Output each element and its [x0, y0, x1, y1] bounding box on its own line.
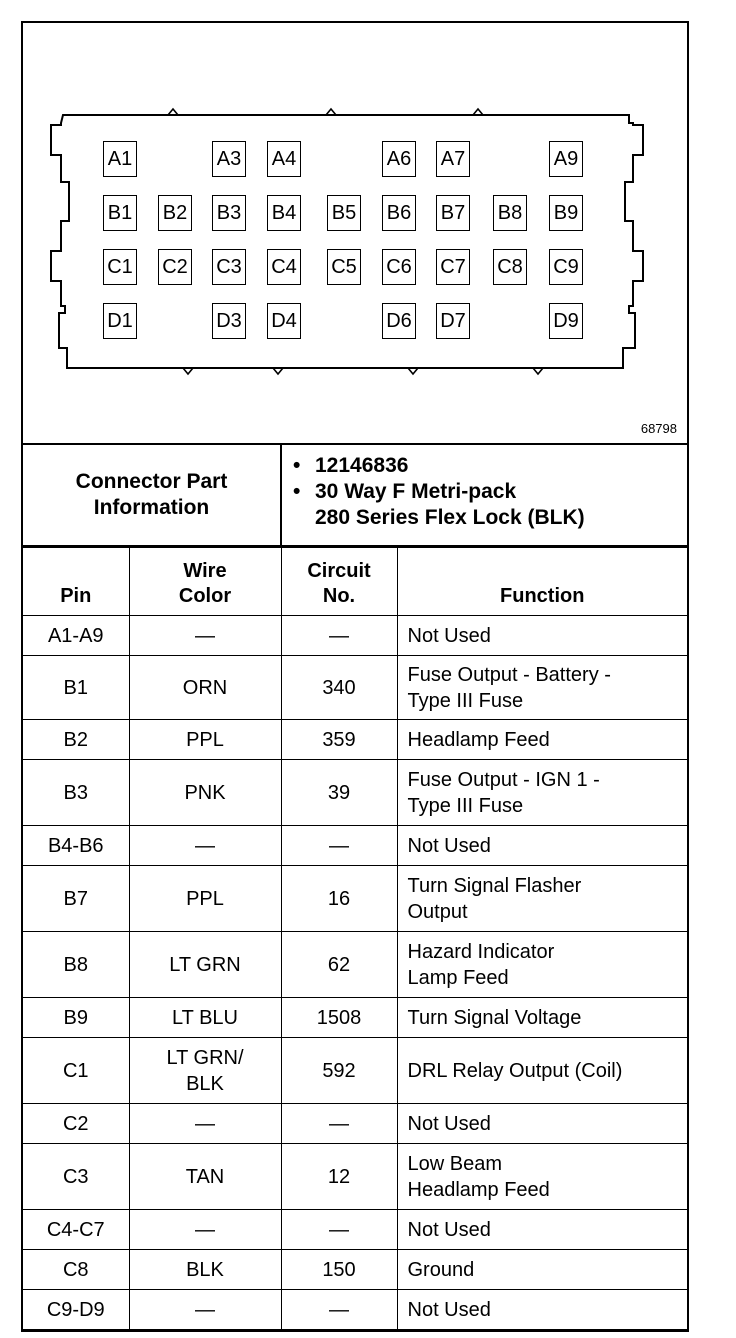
pin-c7: C7: [436, 249, 470, 285]
cell-function: Ground: [397, 1250, 687, 1290]
pin-d6: D6: [382, 303, 416, 339]
cell-circuit-no: 39: [281, 760, 397, 826]
cell-wire-color: ORN: [129, 656, 281, 720]
table-body: [23, 616, 687, 1330]
cell-wire-color: —: [129, 1290, 281, 1330]
connector-sheet: [21, 21, 689, 1332]
cell-circuit-no: —: [281, 826, 397, 866]
cell-circuit-no: 340: [281, 656, 397, 720]
pin-d9: D9: [549, 303, 583, 339]
cell-function: Not Used: [397, 1290, 687, 1330]
cell-function: Not Used: [397, 1210, 687, 1250]
cell-function: Headlamp Feed: [397, 720, 687, 760]
pin-b5: B5: [327, 195, 361, 231]
info-bullets: [293, 453, 585, 531]
connector-outline: [23, 23, 687, 443]
table-row: [23, 998, 687, 1038]
cell-function: Not Used: [397, 616, 687, 656]
cell-circuit-no: 1508: [281, 998, 397, 1038]
cell-circuit-no: 150: [281, 1250, 397, 1290]
cell-function: Not Used: [397, 826, 687, 866]
pin-d1: D1: [103, 303, 137, 339]
cell-pin: B8: [23, 932, 129, 998]
cell-pin: C2: [23, 1104, 129, 1144]
cell-pin: B3: [23, 760, 129, 826]
pin-b9: B9: [549, 195, 583, 231]
pin-a4: A4: [267, 141, 301, 177]
cell-function: Hazard Indicator Lamp Feed: [397, 932, 687, 998]
table-row: [23, 826, 687, 866]
cell-circuit-no: —: [281, 1290, 397, 1330]
pin-b8: B8: [493, 195, 527, 231]
pin-b2: B2: [158, 195, 192, 231]
cell-function: DRL Relay Output (Coil): [397, 1038, 687, 1104]
pin-c6: C6: [382, 249, 416, 285]
cell-pin: B4-B6: [23, 826, 129, 866]
pin-a9: A9: [549, 141, 583, 177]
cell-wire-color: PPL: [129, 720, 281, 760]
table-row: [23, 720, 687, 760]
table-row: [23, 932, 687, 998]
table-row: [23, 616, 687, 656]
header-circuit-no: Circuit No.: [281, 548, 397, 616]
pin-d3: D3: [212, 303, 246, 339]
cell-function: Turn Signal Flasher Output: [397, 866, 687, 932]
cell-pin: C1: [23, 1038, 129, 1104]
pin-d4: D4: [267, 303, 301, 339]
header-row: [23, 548, 687, 616]
cell-pin: B1: [23, 656, 129, 720]
table-row: [23, 1038, 687, 1104]
cell-function: Fuse Output - IGN 1 - Type III Fuse: [397, 760, 687, 826]
cell-wire-color: LT GRN/ BLK: [129, 1038, 281, 1104]
cell-pin: C4-C7: [23, 1210, 129, 1250]
cell-function: Not Used: [397, 1104, 687, 1144]
cell-pin: B7: [23, 866, 129, 932]
info-label-line2: Information: [93, 496, 210, 519]
cell-pin: C3: [23, 1144, 129, 1210]
pin-a1: A1: [103, 141, 137, 177]
description-line1: 30 Way F Metri-pack: [315, 480, 517, 503]
pin-c8: C8: [493, 249, 527, 285]
table-row: [23, 1104, 687, 1144]
cell-circuit-no: 592: [281, 1038, 397, 1104]
cell-pin: B9: [23, 998, 129, 1038]
header-function: Function: [397, 548, 687, 616]
table-row: [23, 656, 687, 720]
pin-a6: A6: [382, 141, 416, 177]
cell-wire-color: —: [129, 1104, 281, 1144]
cell-circuit-no: —: [281, 1104, 397, 1144]
cell-wire-color: PNK: [129, 760, 281, 826]
bullet: •: [293, 480, 301, 503]
table-row: [23, 1210, 687, 1250]
pin-a3: A3: [212, 141, 246, 177]
cell-pin: C9-D9: [23, 1290, 129, 1330]
pin-b7: B7: [436, 195, 470, 231]
pin-c3: C3: [212, 249, 246, 285]
table-row: [23, 1250, 687, 1290]
pin-b4: B4: [267, 195, 301, 231]
table-row: [23, 866, 687, 932]
cell-circuit-no: 16: [281, 866, 397, 932]
cell-wire-color: TAN: [129, 1144, 281, 1210]
pin-c2: C2: [158, 249, 192, 285]
header-wire-color: Wire Color: [129, 548, 281, 616]
description-line2: 280 Series Flex Lock (BLK): [315, 506, 585, 529]
pin-b6: B6: [382, 195, 416, 231]
cell-wire-color: —: [129, 1210, 281, 1250]
table-row: [23, 1290, 687, 1330]
cell-circuit-no: —: [281, 616, 397, 656]
cell-function: Turn Signal Voltage: [397, 998, 687, 1038]
pinout-table: [23, 547, 687, 1330]
table-row: [23, 760, 687, 826]
pin-c1: C1: [103, 249, 137, 285]
figure-number: 68798: [640, 421, 677, 436]
info-label: [23, 445, 282, 545]
pin-d7: D7: [436, 303, 470, 339]
cell-circuit-no: 62: [281, 932, 397, 998]
table-row: [23, 1144, 687, 1210]
cell-circuit-no: —: [281, 1210, 397, 1250]
cell-wire-color: —: [129, 616, 281, 656]
pin-c4: C4: [267, 249, 301, 285]
part-number: 12146836: [315, 454, 409, 477]
bullet: •: [293, 454, 301, 477]
pin-a7: A7: [436, 141, 470, 177]
cell-wire-color: —: [129, 826, 281, 866]
pin-b1: B1: [103, 195, 137, 231]
cell-pin: A1-A9: [23, 616, 129, 656]
cell-wire-color: LT BLU: [129, 998, 281, 1038]
pin-c9: C9: [549, 249, 583, 285]
connector-part-information: [23, 445, 687, 547]
cell-pin: C8: [23, 1250, 129, 1290]
header-pin: Pin: [23, 548, 129, 616]
cell-wire-color: BLK: [129, 1250, 281, 1290]
cell-pin: B2: [23, 720, 129, 760]
info-label-line1: Connector Part: [75, 470, 228, 493]
pin-c5: C5: [327, 249, 361, 285]
cell-function: Low Beam Headlamp Feed: [397, 1144, 687, 1210]
cell-circuit-no: 12: [281, 1144, 397, 1210]
cell-wire-color: LT GRN: [129, 932, 281, 998]
cell-function: Fuse Output - Battery - Type III Fuse: [397, 656, 687, 720]
pin-b3: B3: [212, 195, 246, 231]
connector-face-diagram: [23, 23, 687, 445]
cell-wire-color: PPL: [129, 866, 281, 932]
cell-circuit-no: 359: [281, 720, 397, 760]
